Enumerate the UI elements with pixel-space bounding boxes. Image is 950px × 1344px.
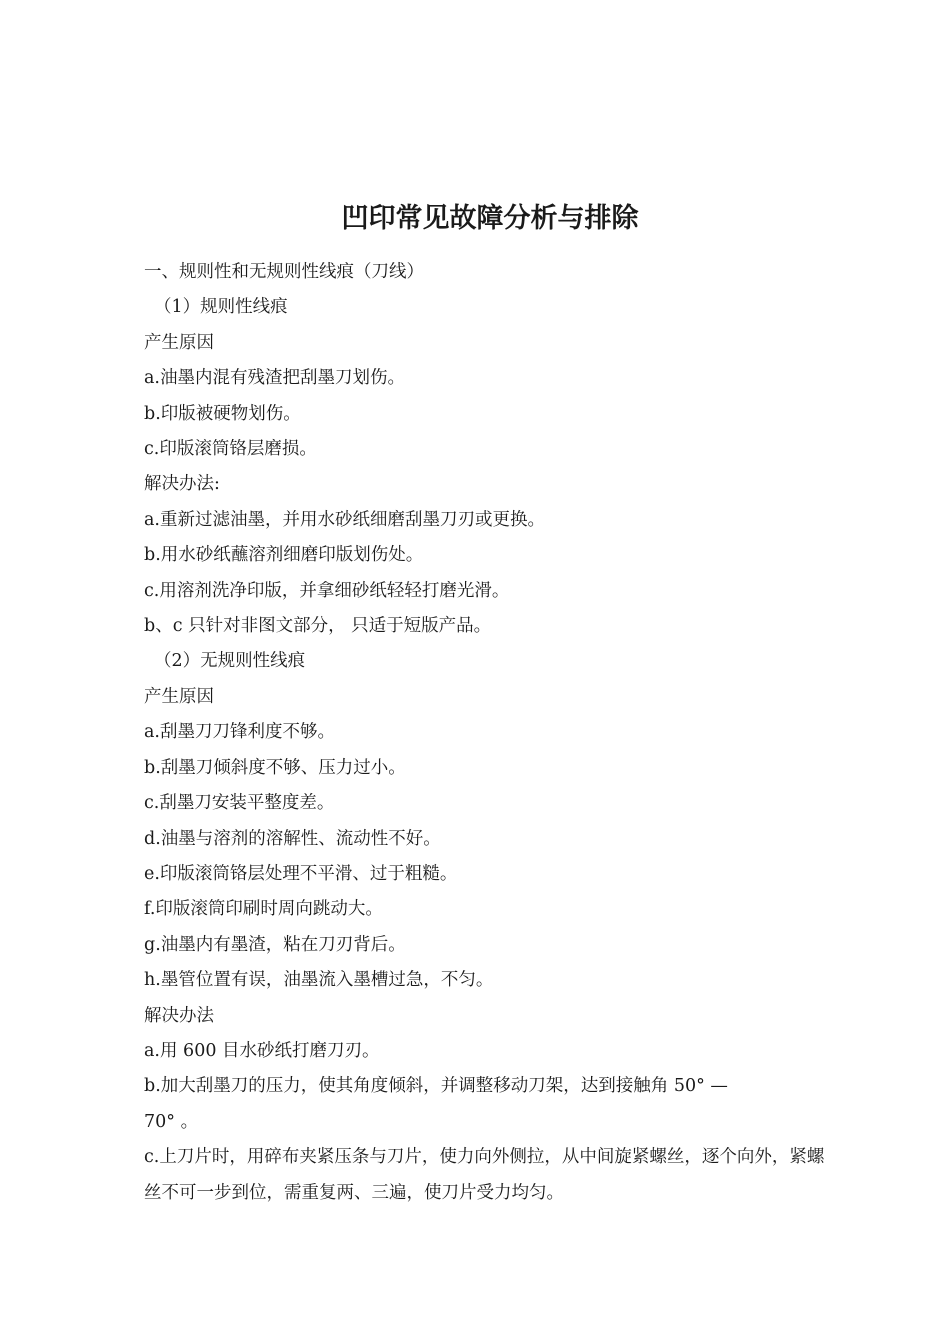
list-item: b.用水砂纸蘸溶剂细磨印版划伤处。	[144, 545, 424, 566]
list-item: a.刮墨刀刀锋利度不够。	[144, 722, 335, 743]
list-item: b.加大刮墨刀的压力，使其角度倾斜，并调整移动刀架，达到接触角 50° —	[144, 1076, 728, 1097]
document-body	[144, 255, 914, 1211]
note-text: b、c 只针对非图文部分， 只适于短版产品。	[144, 616, 492, 637]
list-item: b.刮墨刀倾斜度不够、压力过小。	[144, 757, 406, 778]
list-item: a.油墨内混有残渣把刮墨刀划伤。	[144, 368, 405, 389]
list-item: c.刮墨刀安装平整度差。	[144, 793, 335, 814]
list-item: e.印版滚筒铬层处理不平滑、过于粗糙。	[144, 863, 458, 884]
list-item: a.用 600 目水砂纸打磨刀刃。	[144, 1040, 380, 1061]
solution-heading: 解决办法	[144, 1005, 214, 1026]
subsection-heading: （1）规则性线痕	[154, 297, 288, 318]
list-item: f.印版滚筒印刷时周向跳动大。	[144, 899, 383, 920]
list-item: d.油墨与溶剂的溶解性、流动性不好。	[144, 828, 441, 849]
cause-heading: 产生原因	[144, 686, 214, 707]
cause-heading: 产生原因	[144, 332, 214, 353]
list-item-continuation: 丝不可一步到位，需重复两、三遍，使刀片受力均匀。	[144, 1182, 564, 1203]
list-item: a.重新过滤油墨，并用水砂纸细磨刮墨刀刃或更换。	[144, 509, 545, 530]
section-heading: 一、规则性和无规则性线痕（刀线）	[144, 262, 424, 282]
subsection-heading: （2）无规则性线痕	[154, 651, 306, 672]
list-item-continuation: 70° 。	[144, 1111, 199, 1132]
list-item: g.油墨内有墨渣，粘在刀刃背后。	[144, 934, 406, 955]
list-item: h.墨管位置有误，油墨流入墨槽过急，不匀。	[144, 970, 494, 991]
document-title: 凹印常见故障分析与排除	[341, 203, 639, 234]
list-item: c.印版滚筒铬层磨损。	[144, 439, 317, 460]
solution-heading: 解决办法:	[144, 474, 220, 495]
list-item: c.上刀片时，用碎布夹紧压条与刀片，使力向外侧拉，从中间旋紧螺丝，逐个向外，紧螺	[144, 1147, 825, 1168]
list-item: c.用溶剂洗净印版，并拿细砂纸轻轻打磨光滑。	[144, 580, 510, 601]
list-item: b.印版被硬物划伤。	[144, 403, 301, 424]
